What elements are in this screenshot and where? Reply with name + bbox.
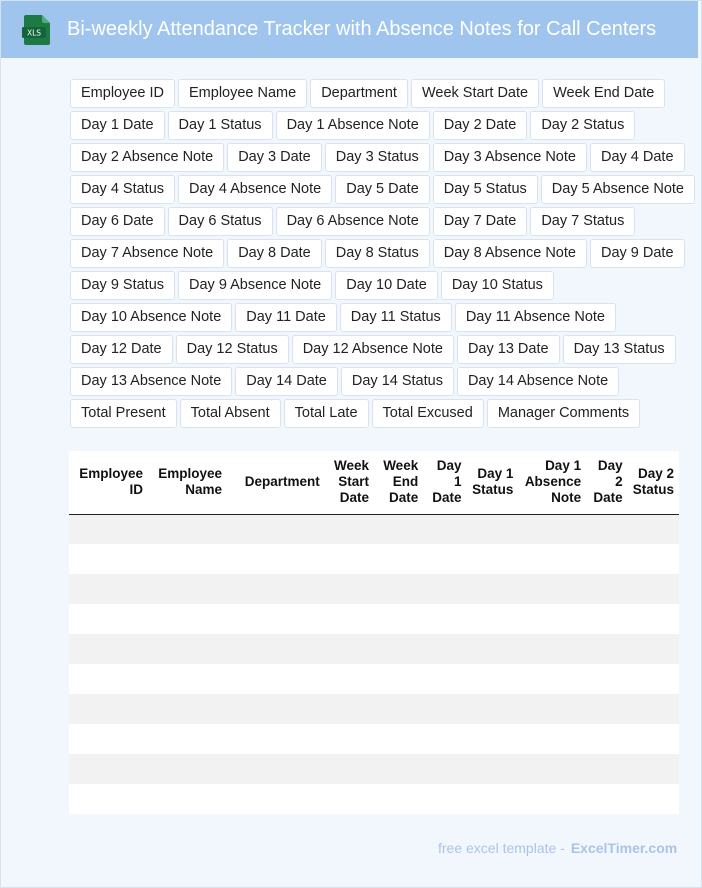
field-chip: Total Present (70, 399, 177, 428)
table-cell[interactable] (586, 784, 628, 814)
table-cell[interactable] (325, 664, 374, 694)
table-cell[interactable] (518, 514, 586, 544)
field-chip: Day 4 Status (70, 175, 175, 204)
table-cell[interactable] (518, 754, 586, 784)
table-cell[interactable] (227, 634, 325, 664)
table-cell[interactable] (227, 784, 325, 814)
table-cell[interactable] (69, 514, 148, 544)
table-cell[interactable] (227, 664, 325, 694)
table-cell[interactable] (325, 604, 374, 634)
attendance-table-container[interactable] (69, 451, 679, 814)
table-cell[interactable] (628, 634, 679, 664)
table-cell[interactable] (325, 514, 374, 544)
footer-prefix: free excel template - (438, 840, 565, 856)
field-chip: Day 5 Absence Note (541, 175, 695, 204)
table-cell[interactable] (518, 634, 586, 664)
table-cell[interactable] (518, 784, 586, 814)
table-cell[interactable] (586, 754, 628, 784)
field-chip: Day 12 Date (70, 335, 173, 364)
table-cell[interactable] (374, 784, 423, 814)
table-cell[interactable] (518, 694, 586, 724)
table-cell[interactable] (148, 664, 227, 694)
table-cell[interactable] (69, 634, 148, 664)
table-cell[interactable] (466, 544, 518, 574)
table-cell[interactable] (148, 754, 227, 784)
field-chip: Employee ID (70, 79, 175, 108)
field-chip: Day 9 Status (70, 271, 175, 300)
table-cell[interactable] (586, 634, 628, 664)
table-cell[interactable] (466, 784, 518, 814)
field-chip: Day 8 Date (227, 239, 322, 268)
field-chip: Day 6 Date (70, 207, 165, 236)
field-chip: Day 5 Date (335, 175, 430, 204)
table-cell[interactable] (423, 664, 466, 694)
table-cell[interactable] (325, 544, 374, 574)
table-cell[interactable] (586, 604, 628, 634)
field-chip: Day 12 Status (176, 335, 289, 364)
table-cell[interactable] (628, 784, 679, 814)
table-row (69, 694, 679, 724)
table-row (69, 514, 679, 544)
table-cell[interactable] (466, 574, 518, 604)
table-cell[interactable] (69, 544, 148, 574)
table-cell[interactable] (628, 574, 679, 604)
table-cell[interactable] (227, 544, 325, 574)
table-cell[interactable] (628, 664, 679, 694)
table-cell[interactable] (227, 514, 325, 544)
table-cell[interactable] (466, 664, 518, 694)
table-cell[interactable] (586, 694, 628, 724)
table-cell[interactable] (423, 604, 466, 634)
field-chip: Day 13 Absence Note (70, 367, 232, 396)
column-header[interactable]: Day 1 Date (423, 451, 466, 514)
field-chip: Day 3 Status (325, 143, 430, 172)
field-chip: Day 12 Absence Note (292, 335, 454, 364)
field-chip: Day 11 Status (340, 303, 452, 332)
field-chip: Day 14 Status (341, 367, 454, 396)
field-chip: Day 10 Status (441, 271, 554, 300)
table-row (69, 574, 679, 604)
table-cell[interactable] (325, 634, 374, 664)
table-cell[interactable] (374, 724, 423, 754)
footer-credit (438, 839, 677, 857)
table-cell[interactable] (628, 604, 679, 634)
field-chip: Day 11 Date (235, 303, 337, 332)
table-cell[interactable] (227, 604, 325, 634)
table-cell[interactable] (374, 664, 423, 694)
table-cell[interactable] (69, 724, 148, 754)
field-chip: Day 13 Status (563, 335, 676, 364)
field-chip: Day 5 Status (433, 175, 538, 204)
table-cell[interactable] (628, 754, 679, 784)
field-chip: Day 7 Status (530, 207, 635, 236)
field-chip: Day 11 Absence Note (455, 303, 616, 332)
table-cell[interactable] (69, 784, 148, 814)
field-chip: Day 8 Status (325, 239, 430, 268)
field-chip: Day 8 Absence Note (433, 239, 587, 268)
table-cell[interactable] (518, 574, 586, 604)
column-header[interactable]: Week Start Date (325, 451, 374, 514)
table-cell[interactable] (148, 604, 227, 634)
table-cell[interactable] (325, 754, 374, 784)
table-cell[interactable] (518, 724, 586, 754)
table-cell[interactable] (628, 724, 679, 754)
field-chip: Day 7 Absence Note (70, 239, 224, 268)
column-header[interactable]: Day 1 Status (466, 451, 518, 514)
footer-brand-link[interactable]: ExcelTimer.com (570, 840, 678, 856)
table-cell[interactable] (148, 634, 227, 664)
table-cell[interactable] (423, 754, 466, 784)
field-chip: Total Excused (372, 399, 484, 428)
field-chip: Day 1 Status (168, 111, 273, 140)
column-header[interactable]: Week End Date (374, 451, 423, 514)
table-cell[interactable] (423, 634, 466, 664)
table-cell[interactable] (227, 754, 325, 784)
table-cell[interactable] (69, 604, 148, 634)
column-header[interactable]: Employee Name (148, 451, 227, 514)
table-row (69, 544, 679, 574)
column-header[interactable]: Department (227, 451, 325, 514)
table-cell[interactable] (466, 694, 518, 724)
field-chip: Day 10 Date (335, 271, 438, 300)
table-cell[interactable] (423, 784, 466, 814)
field-chip: Day 10 Absence Note (70, 303, 232, 332)
table-cell[interactable] (466, 604, 518, 634)
field-chip: Day 1 Absence Note (276, 111, 430, 140)
field-chip: Day 4 Absence Note (178, 175, 332, 204)
field-list (70, 79, 698, 428)
table-row (69, 664, 679, 694)
field-chip: Total Absent (180, 399, 281, 428)
attendance-table (69, 451, 679, 814)
field-chip: Day 2 Status (530, 111, 635, 140)
table-row (69, 754, 679, 784)
table-cell[interactable] (518, 544, 586, 574)
table-cell[interactable] (518, 664, 586, 694)
table-cell[interactable] (325, 694, 374, 724)
field-chip: Employee Name (178, 79, 307, 108)
field-chip: Week Start Date (411, 79, 539, 108)
table-cell[interactable] (374, 604, 423, 634)
table-cell[interactable] (374, 694, 423, 724)
field-chip: Department (310, 79, 408, 108)
table-cell[interactable] (423, 694, 466, 724)
table-cell[interactable] (423, 514, 466, 544)
table-cell[interactable] (325, 784, 374, 814)
table-cell[interactable] (227, 724, 325, 754)
table-cell[interactable] (148, 514, 227, 544)
field-chip: Day 7 Date (433, 207, 528, 236)
field-chip: Day 14 Date (235, 367, 338, 396)
table-cell[interactable] (69, 754, 148, 784)
table-cell[interactable] (69, 664, 148, 694)
column-header[interactable]: Employee ID (69, 451, 148, 514)
field-chip: Total Late (284, 399, 369, 428)
column-header[interactable]: Day 2 Status (628, 451, 679, 514)
table-cell[interactable] (374, 574, 423, 604)
column-header[interactable]: Day 1 Absence Note (518, 451, 586, 514)
field-chip: Week End Date (542, 79, 665, 108)
column-header[interactable]: Day 2 Date (586, 451, 628, 514)
field-chip: Day 9 Date (590, 239, 685, 268)
table-cell[interactable] (148, 574, 227, 604)
field-chip: Day 4 Date (590, 143, 685, 172)
table-cell[interactable] (374, 544, 423, 574)
table-row (69, 724, 679, 754)
table-cell[interactable] (325, 724, 374, 754)
table-cell[interactable] (148, 784, 227, 814)
table-cell[interactable] (466, 514, 518, 544)
table-cell[interactable] (586, 664, 628, 694)
field-chip: Day 2 Date (433, 111, 528, 140)
field-chip: Day 6 Status (168, 207, 273, 236)
table-cell[interactable] (586, 514, 628, 544)
table-header-row (69, 451, 679, 514)
table-cell[interactable] (466, 724, 518, 754)
table-cell[interactable] (466, 754, 518, 784)
table-cell[interactable] (227, 694, 325, 724)
table-cell[interactable] (148, 694, 227, 724)
table-cell[interactable] (518, 604, 586, 634)
table-cell[interactable] (628, 544, 679, 574)
table-cell[interactable] (374, 634, 423, 664)
xls-file-icon (22, 14, 51, 46)
table-cell[interactable] (628, 514, 679, 544)
table-cell[interactable] (227, 574, 325, 604)
field-chip: Day 3 Date (227, 143, 322, 172)
table-row (69, 604, 679, 634)
field-chip: Day 1 Date (70, 111, 165, 140)
field-chip: Day 13 Date (457, 335, 560, 364)
header-bar (1, 1, 698, 58)
table-cell[interactable] (423, 724, 466, 754)
table-cell[interactable] (586, 574, 628, 604)
field-chip: Day 14 Absence Note (457, 367, 619, 396)
table-cell[interactable] (69, 694, 148, 724)
table-cell[interactable] (148, 544, 227, 574)
table-cell[interactable] (374, 754, 423, 784)
field-chip: Day 3 Absence Note (433, 143, 587, 172)
table-cell[interactable] (466, 634, 518, 664)
table-cell[interactable] (586, 724, 628, 754)
table-cell[interactable] (69, 574, 148, 604)
field-chip: Manager Comments (487, 399, 640, 428)
field-chip: Day 9 Absence Note (178, 271, 332, 300)
table-cell[interactable] (148, 724, 227, 754)
xls-icon-label: XLS (26, 28, 42, 38)
table-cell[interactable] (325, 574, 374, 604)
table-row (69, 634, 679, 664)
field-chip: Day 2 Absence Note (70, 143, 224, 172)
table-cell[interactable] (628, 694, 679, 724)
table-row (69, 784, 679, 814)
table-cell[interactable] (374, 514, 423, 544)
table-cell[interactable] (586, 544, 628, 574)
field-chip: Day 6 Absence Note (276, 207, 430, 236)
table-cell[interactable] (423, 544, 466, 574)
table-cell[interactable] (423, 574, 466, 604)
page-title: Bi-weekly Attendance Tracker with Absence Notes for Call Centers (67, 18, 657, 40)
